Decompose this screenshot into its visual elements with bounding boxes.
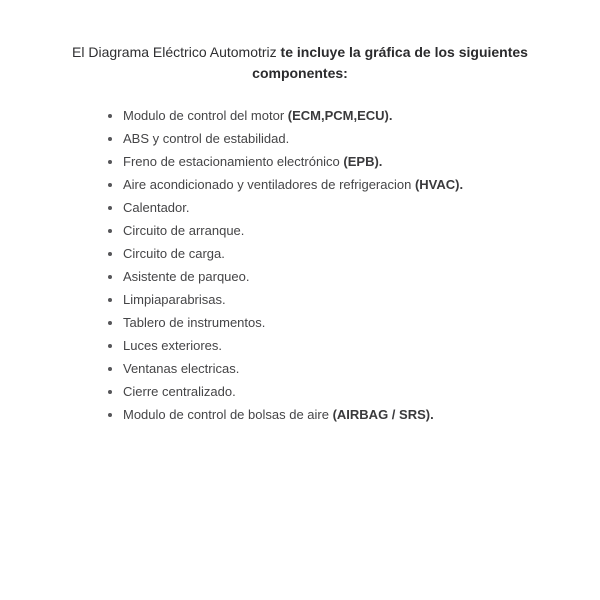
list-item bbox=[104, 242, 463, 265]
list-item-text: Asistente de parqueo. bbox=[123, 269, 250, 284]
list-item bbox=[104, 380, 463, 403]
list-item bbox=[104, 265, 463, 288]
list-item bbox=[104, 219, 463, 242]
list-item-text: Modulo de control de bolsas de aire bbox=[123, 407, 333, 422]
bullet-icon bbox=[108, 183, 112, 187]
list-item-bold: (AIRBAG / SRS). bbox=[332, 407, 434, 422]
list-item bbox=[104, 196, 463, 219]
bullet-icon bbox=[108, 344, 112, 348]
heading-plain-text: El Diagrama Eléctrico Automotriz bbox=[72, 44, 281, 60]
bullet-icon bbox=[108, 367, 112, 371]
list-item-text: Luces exteriores. bbox=[123, 338, 222, 353]
list-item-text: Tablero de instrumentos. bbox=[123, 315, 266, 330]
list-item-bold: (HVAC). bbox=[414, 177, 464, 192]
list-item-text: ABS y control de estabilidad. bbox=[123, 131, 290, 146]
list-item-text: Circuito de carga. bbox=[123, 246, 225, 261]
list-item-text: Modulo de control del motor bbox=[123, 108, 288, 123]
list-item bbox=[104, 288, 463, 311]
list-item-text: Circuito de arranque. bbox=[123, 223, 245, 238]
bullet-icon bbox=[108, 275, 112, 279]
list-item-bold: (EPB). bbox=[343, 154, 383, 169]
list-item bbox=[104, 127, 463, 150]
list-item-text: Aire acondicionado y ventiladores de refrigeracion bbox=[123, 177, 415, 192]
bullet-icon bbox=[108, 229, 112, 233]
components-list bbox=[104, 104, 463, 426]
list-item bbox=[104, 104, 463, 127]
list-item-text: Calentador. bbox=[123, 200, 190, 215]
bullet-icon bbox=[108, 206, 112, 210]
list-item-text: Ventanas electricas. bbox=[123, 361, 240, 376]
list-item bbox=[104, 311, 463, 334]
list-item-text: Freno de estacionamiento electrónico bbox=[123, 154, 344, 169]
list-item-text: Limpiaparabrisas. bbox=[123, 292, 226, 307]
bullet-icon bbox=[108, 252, 112, 256]
list-item-bold: (ECM,PCM,ECU). bbox=[287, 108, 393, 123]
list-item-text: Cierre centralizado. bbox=[123, 384, 236, 399]
bullet-icon bbox=[108, 390, 112, 394]
page-heading bbox=[50, 42, 550, 84]
bullet-icon bbox=[108, 137, 112, 141]
list-item bbox=[104, 150, 463, 173]
bullet-icon bbox=[108, 413, 112, 417]
list-item bbox=[104, 403, 463, 426]
heading-bold-text: te incluye la gráfica de los siguientes componentes: bbox=[252, 44, 528, 81]
list-item bbox=[104, 357, 463, 380]
bullet-icon bbox=[108, 160, 112, 164]
list-item bbox=[104, 173, 463, 196]
bullet-icon bbox=[108, 114, 112, 118]
bullet-icon bbox=[108, 321, 112, 325]
list-item bbox=[104, 334, 463, 357]
bullet-icon bbox=[108, 298, 112, 302]
